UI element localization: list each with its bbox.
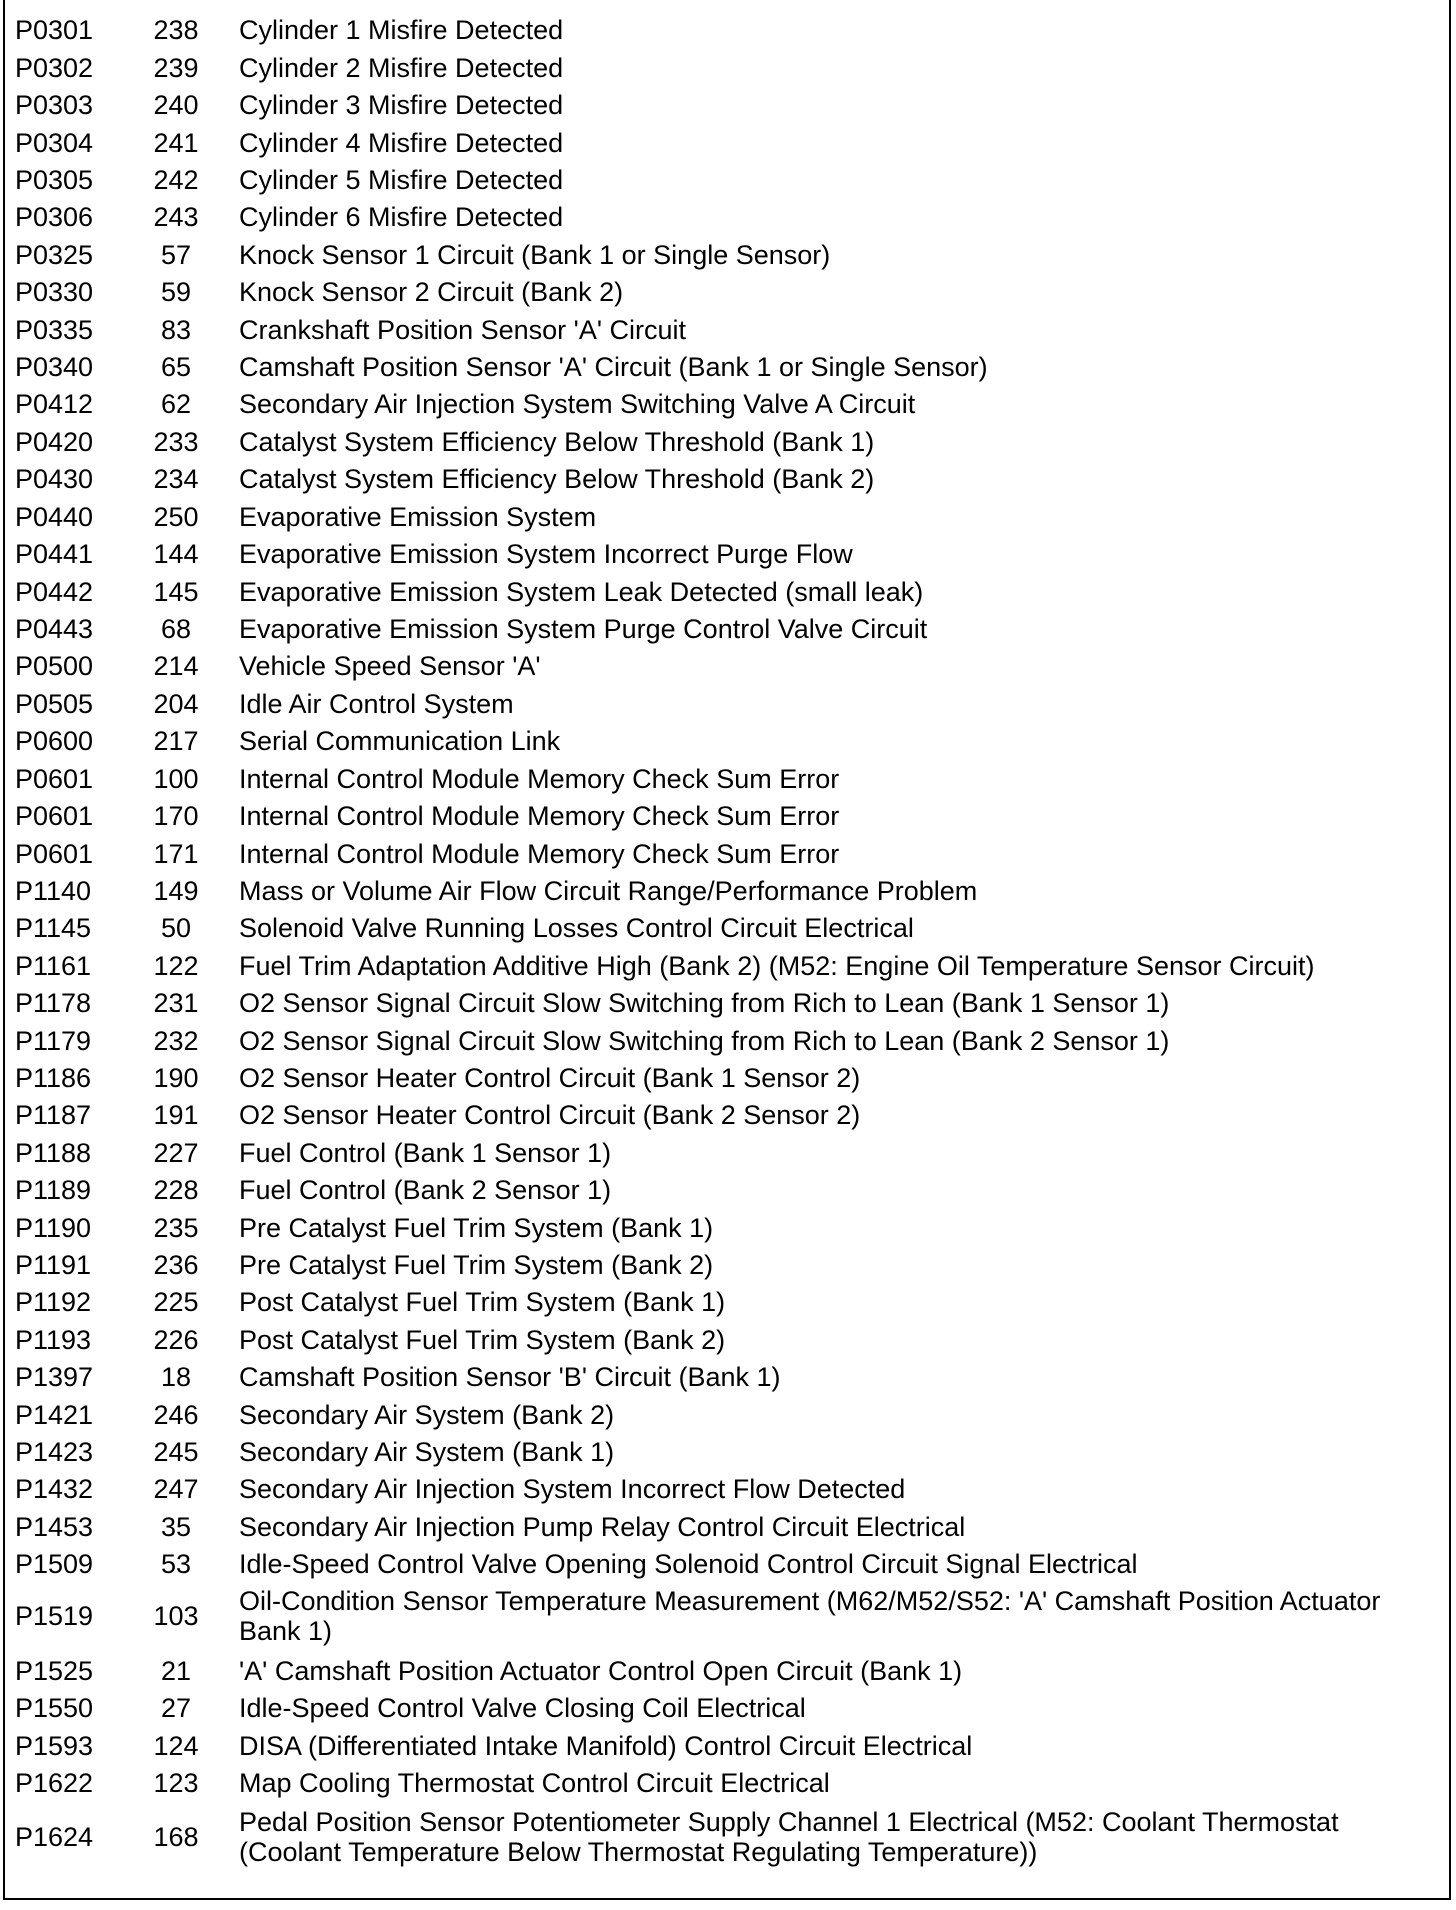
fault-description: Catalyst System Efficiency Below Threshold (Bank 2) bbox=[239, 464, 875, 494]
fault-description: Evaporative Emission System Purge Control Valve Circuit bbox=[239, 614, 928, 644]
dtc-code: P1519 bbox=[15, 1601, 94, 1631]
fault-description: Idle-Speed Control Valve Opening Solenoid Control Circuit Signal Electrical bbox=[239, 1549, 1138, 1579]
fault-number: 100 bbox=[153, 764, 199, 794]
dtc-code: P1187 bbox=[15, 1100, 92, 1130]
dtc-code: P1178 bbox=[15, 988, 92, 1018]
fault-description: Fuel Control (Bank 1 Sensor 1) bbox=[239, 1138, 612, 1168]
fault-description: Knock Sensor 2 Circuit (Bank 2) bbox=[239, 277, 624, 307]
fault-number: 168 bbox=[153, 1822, 199, 1852]
fault-description: O2 Sensor Heater Control Circuit (Bank 2 Sensor 2) bbox=[239, 1100, 861, 1130]
dtc-code: P0442 bbox=[15, 577, 94, 607]
fault-description: Post Catalyst Fuel Trim System (Bank 1) bbox=[239, 1287, 726, 1317]
fault-number: 236 bbox=[153, 1250, 199, 1280]
fault-number: 35 bbox=[160, 1512, 192, 1542]
fault-number: 123 bbox=[153, 1768, 199, 1798]
fault-description: Idle Air Control System bbox=[239, 689, 514, 719]
dtc-code: P1140 bbox=[15, 876, 92, 906]
fault-description: Vehicle Speed Sensor 'A' bbox=[239, 651, 541, 681]
fault-number: 235 bbox=[153, 1213, 199, 1243]
dtc-code: P0601 bbox=[15, 801, 94, 831]
fault-description: Secondary Air System (Bank 2) bbox=[239, 1400, 615, 1430]
fault-description: Fuel Control (Bank 2 Sensor 1) bbox=[239, 1175, 612, 1205]
fault-number: 228 bbox=[153, 1175, 199, 1205]
dtc-code: P1191 bbox=[15, 1250, 92, 1280]
fault-number: 240 bbox=[153, 90, 199, 120]
dtc-code: P1432 bbox=[15, 1474, 94, 1504]
fault-number: 170 bbox=[153, 801, 199, 831]
fault-number: 62 bbox=[160, 389, 192, 419]
fault-number: 239 bbox=[153, 53, 199, 83]
dtc-code: P1186 bbox=[15, 1063, 92, 1093]
dtc-code: P0441 bbox=[15, 539, 94, 569]
fault-description: Crankshaft Position Sensor 'A' Circuit bbox=[239, 315, 686, 345]
dtc-code: P0600 bbox=[15, 726, 94, 756]
fault-number: 214 bbox=[153, 651, 199, 681]
fault-number: 247 bbox=[153, 1474, 199, 1504]
fault-number: 57 bbox=[160, 240, 192, 270]
fault-description: Evaporative Emission System Incorrect Purge Flow bbox=[239, 539, 853, 569]
fault-number: 59 bbox=[160, 277, 192, 307]
fault-number: 204 bbox=[153, 689, 199, 719]
fault-description: Secondary Air Injection Pump Relay Control Circuit Electrical bbox=[239, 1512, 966, 1542]
fault-number: 232 bbox=[153, 1026, 199, 1056]
dtc-code: P1525 bbox=[15, 1656, 94, 1686]
fault-number: 217 bbox=[153, 726, 199, 756]
fault-description: Internal Control Module Memory Check Sum Error bbox=[239, 801, 840, 831]
dtc-code: P1145 bbox=[15, 913, 92, 943]
fault-number: 225 bbox=[153, 1287, 199, 1317]
fault-number: 243 bbox=[153, 202, 199, 232]
fault-number: 233 bbox=[153, 427, 199, 457]
fault-description: Oil-Condition Sensor Temperature Measurement (M62/M52/S52: 'A' Camshaft Position Actuator Bank 1) bbox=[239, 1586, 1381, 1646]
fault-number: 191 bbox=[153, 1100, 199, 1130]
fault-number: 242 bbox=[153, 165, 199, 195]
dtc-code: P1622 bbox=[15, 1768, 94, 1798]
dtc-code: P1453 bbox=[15, 1512, 94, 1542]
dtc-code: P1509 bbox=[15, 1549, 94, 1579]
dtc-code: P1192 bbox=[15, 1287, 92, 1317]
fault-number: 68 bbox=[160, 614, 192, 644]
dtc-code: P1624 bbox=[15, 1822, 94, 1852]
fault-number: 27 bbox=[160, 1693, 192, 1723]
dtc-code: P1190 bbox=[15, 1213, 92, 1243]
dtc-code: P0301 bbox=[15, 15, 94, 45]
fault-description: Secondary Air Injection System Switching Valve A Circuit bbox=[239, 389, 916, 419]
fault-description: Pre Catalyst Fuel Trim System (Bank 1) bbox=[239, 1213, 714, 1243]
fault-number: 226 bbox=[153, 1325, 199, 1355]
fault-description: Serial Communication Link bbox=[239, 726, 561, 756]
fault-number: 231 bbox=[153, 988, 199, 1018]
fault-description: Cylinder 4 Misfire Detected bbox=[239, 128, 564, 158]
dtc-code: P1161 bbox=[15, 951, 92, 981]
fault-description: Cylinder 1 Misfire Detected bbox=[239, 15, 564, 45]
fault-number: 21 bbox=[160, 1656, 192, 1686]
fault-description: Catalyst System Efficiency Below Threshold (Bank 1) bbox=[239, 427, 875, 457]
fault-number: 18 bbox=[160, 1362, 192, 1392]
fault-description: O2 Sensor Signal Circuit Slow Switching from Rich to Lean (Bank 2 Sensor 1) bbox=[239, 1026, 1170, 1056]
fault-number: 65 bbox=[160, 352, 192, 382]
dtc-code: P1193 bbox=[15, 1325, 92, 1355]
dtc-code: P0306 bbox=[15, 202, 94, 232]
dtc-code: P1421 bbox=[15, 1400, 94, 1430]
fault-description: 'A' Camshaft Position Actuator Control Open Circuit (Bank 1) bbox=[239, 1656, 963, 1686]
fault-number: 234 bbox=[153, 464, 199, 494]
fault-description: Camshaft Position Sensor 'B' Circuit (Bank 1) bbox=[239, 1362, 781, 1392]
fault-description: Cylinder 2 Misfire Detected bbox=[239, 53, 564, 83]
fault-number: 227 bbox=[153, 1138, 199, 1168]
dtc-code: P0304 bbox=[15, 128, 94, 158]
fault-description: Post Catalyst Fuel Trim System (Bank 2) bbox=[239, 1325, 726, 1355]
fault-number: 241 bbox=[153, 128, 199, 158]
dtc-code: P1397 bbox=[15, 1362, 94, 1392]
dtc-code: P1188 bbox=[15, 1138, 92, 1168]
dtc-code: P0430 bbox=[15, 464, 94, 494]
dtc-code: P0420 bbox=[15, 427, 94, 457]
fault-number: 238 bbox=[153, 15, 199, 45]
dtc-code: P0302 bbox=[15, 53, 94, 83]
fault-description: Evaporative Emission System bbox=[239, 502, 597, 532]
dtc-code: P0443 bbox=[15, 614, 94, 644]
dtc-code: P0335 bbox=[15, 315, 94, 345]
fault-number: 190 bbox=[153, 1063, 199, 1093]
fault-description: Secondary Air Injection System Incorrect Flow Detected bbox=[239, 1474, 906, 1504]
dtc-code: P0303 bbox=[15, 90, 94, 120]
dtc-code: P0440 bbox=[15, 502, 94, 532]
fault-number: 245 bbox=[153, 1437, 199, 1467]
dtc-code: P0601 bbox=[15, 764, 94, 794]
dtc-code: P0325 bbox=[15, 240, 94, 270]
dtc-code: P0305 bbox=[15, 165, 94, 195]
fault-description: Camshaft Position Sensor 'A' Circuit (Bank 1 or Single Sensor) bbox=[239, 352, 988, 382]
dtc-code: P0601 bbox=[15, 839, 94, 869]
dtc-code: P0412 bbox=[15, 389, 94, 419]
fault-description: Cylinder 6 Misfire Detected bbox=[239, 202, 564, 232]
fault-description: O2 Sensor Signal Circuit Slow Switching from Rich to Lean (Bank 1 Sensor 1) bbox=[239, 988, 1170, 1018]
fault-description: Pre Catalyst Fuel Trim System (Bank 2) bbox=[239, 1250, 714, 1280]
dtc-code: P1179 bbox=[15, 1026, 92, 1056]
dtc-code: P1550 bbox=[15, 1693, 94, 1723]
fault-number: 83 bbox=[160, 315, 192, 345]
fault-description: Idle-Speed Control Valve Closing Coil Electrical bbox=[239, 1693, 806, 1723]
dtc-code: P1423 bbox=[15, 1437, 94, 1467]
dtc-code: P0500 bbox=[15, 651, 94, 681]
fault-number: 144 bbox=[153, 539, 199, 569]
fault-number: 53 bbox=[160, 1549, 192, 1579]
fault-number: 171 bbox=[153, 839, 199, 869]
fault-description: Mass or Volume Air Flow Circuit Range/Performance Problem bbox=[239, 876, 978, 906]
dtc-code: P0505 bbox=[15, 689, 94, 719]
dtc-code: P0330 bbox=[15, 277, 94, 307]
fault-number: 246 bbox=[153, 1400, 199, 1430]
fault-description: Internal Control Module Memory Check Sum Error bbox=[239, 764, 840, 794]
dtc-code: P0340 bbox=[15, 352, 94, 382]
fault-description: Map Cooling Thermostat Control Circuit Electrical bbox=[239, 1768, 830, 1798]
fault-description: O2 Sensor Heater Control Circuit (Bank 1 Sensor 2) bbox=[239, 1063, 861, 1093]
dtc-code: P1593 bbox=[15, 1731, 94, 1761]
fault-description: Secondary Air System (Bank 1) bbox=[239, 1437, 615, 1467]
fault-description: Internal Control Module Memory Check Sum Error bbox=[239, 839, 840, 869]
fault-description: Evaporative Emission System Leak Detected (small leak) bbox=[239, 577, 924, 607]
fault-description: Pedal Position Sensor Potentiometer Supply Channel 1 Electrical (M52: Coolant Thermostat (Coolant Temperature Below Thermostat Regulating Temperature)) bbox=[239, 1807, 1339, 1867]
fault-description: Cylinder 3 Misfire Detected bbox=[239, 90, 564, 120]
fault-number: 250 bbox=[153, 502, 199, 532]
fault-description: Cylinder 5 Misfire Detected bbox=[239, 165, 564, 195]
fault-description: Knock Sensor 1 Circuit (Bank 1 or Single Sensor) bbox=[239, 240, 831, 270]
fault-description: Solenoid Valve Running Losses Control Circuit Electrical bbox=[239, 913, 914, 943]
fault-description: DISA (Differentiated Intake Manifold) Control Circuit Electrical bbox=[239, 1731, 973, 1761]
fault-number: 122 bbox=[153, 951, 199, 981]
dtc-code: P1189 bbox=[15, 1175, 92, 1205]
fault-number: 124 bbox=[153, 1731, 199, 1761]
fault-number: 145 bbox=[153, 577, 199, 607]
fault-number: 103 bbox=[153, 1601, 199, 1631]
fault-description: Fuel Trim Adaptation Additive High (Bank 2) (M52: Engine Oil Temperature Sensor Circuit) bbox=[239, 951, 1315, 981]
fault-number: 50 bbox=[160, 913, 192, 943]
fault-number: 149 bbox=[153, 876, 199, 906]
